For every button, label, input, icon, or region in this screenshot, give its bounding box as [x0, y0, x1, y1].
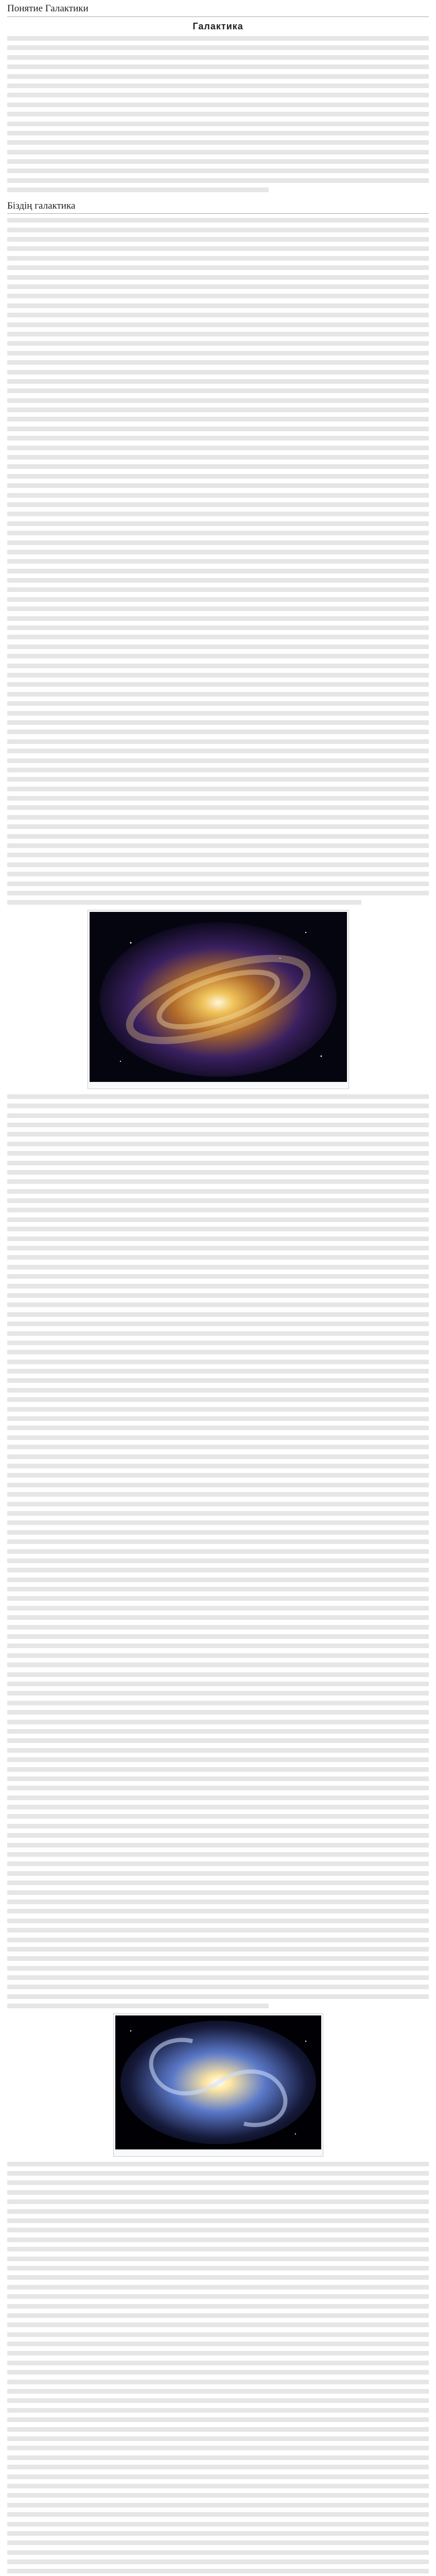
paragraph: [7, 1094, 429, 2009]
figure-caption: [115, 2152, 321, 2155]
paragraph: [7, 218, 429, 905]
text-lines: [7, 36, 429, 192]
figure-1: [7, 910, 429, 1089]
paragraph: [7, 36, 429, 192]
section-heading-our-galaxy: Біздің галактика: [7, 200, 429, 214]
figure-caption: [90, 1084, 347, 1087]
section-our-galaxy: [7, 218, 429, 2576]
galaxy-photo-2: [115, 2015, 321, 2149]
figure-2: [7, 2013, 429, 2157]
paragraph: [7, 2162, 429, 2576]
galaxy-photo-1: [90, 912, 347, 1082]
section-intro: [7, 36, 429, 192]
article-heading: Галактика: [193, 21, 243, 31]
page-title: Понятие Галактики: [7, 3, 429, 17]
